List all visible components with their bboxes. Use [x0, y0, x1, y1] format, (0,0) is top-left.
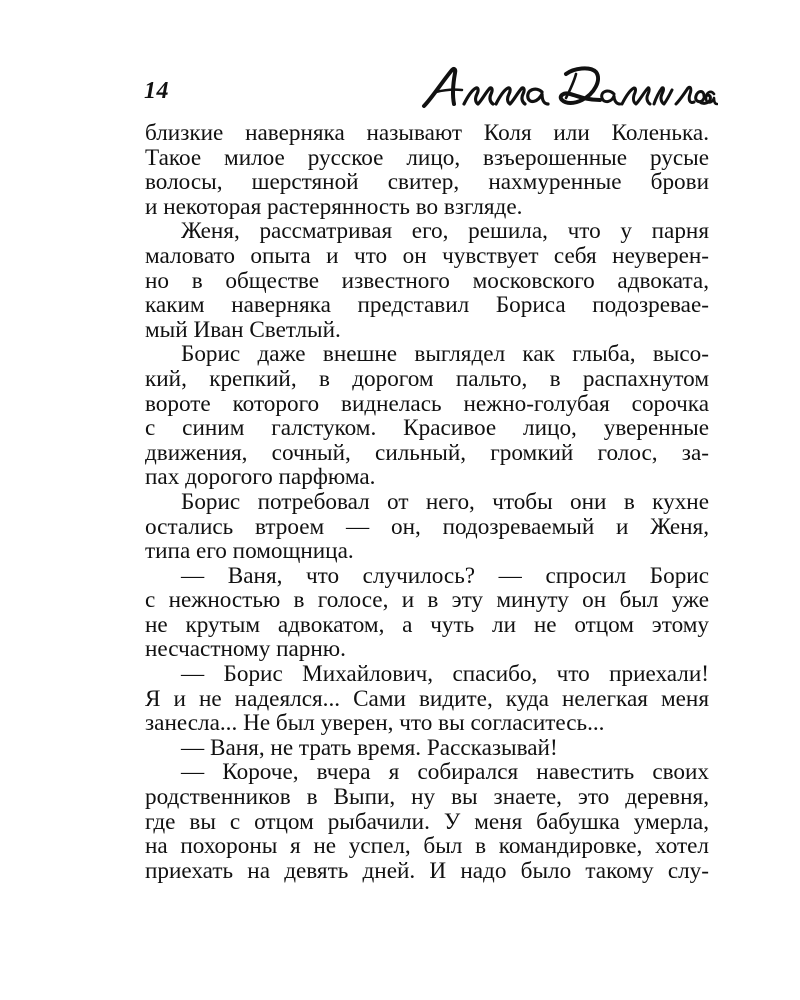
text-line: — Ваня, не трать время. Рассказывай!	[181, 734, 558, 761]
text-line: приехать на девять дней. И надо было такому слу-	[145, 857, 709, 884]
text-line: типа его помощница.	[145, 538, 354, 565]
text-line: пах дорогого парфюма.	[145, 464, 376, 491]
text-line: близкие наверняка называют Коля или Коленька.	[145, 120, 709, 146]
text-line: Борис даже внешне выглядел как глыба, высо-	[181, 341, 709, 368]
text-line: маловато опыта и что он чувствует себя неуверен-	[145, 242, 709, 269]
text-line: Такое милое русское лицо, взъерошенные русые	[145, 144, 709, 171]
text-line: Женя, рассматривая его, решила, что у парня	[181, 218, 709, 245]
text-line: но в обществе известного московского адвоката,	[145, 267, 709, 294]
text-line: не крутым адвокатом, а чуть ли не отцом этому	[145, 611, 709, 638]
text-line: — Борис Михайлович, спасибо, что приехали!	[181, 661, 709, 688]
text-line: движения, сочный, сильный, громкий голос, за-	[145, 439, 709, 466]
text-line: — Ваня, что случилось? — спросил Борис	[181, 562, 709, 589]
text-line: на похороны я не успел, был в командировке, хотел	[145, 833, 709, 860]
text-line: где вы с отцом рыбачили. У меня бабушка умерла,	[145, 808, 709, 835]
text-line: Я и не надеялся... Сами видите, куда нелегкая меня	[145, 685, 709, 712]
author-signature-graphic	[418, 60, 718, 116]
author-signature-header	[418, 60, 718, 116]
body-text	[145, 121, 709, 883]
text-line: с нежностью в голосе, и в эту минуту он был уже	[145, 587, 709, 614]
text-line: вороте которого виднелась нежно-голубая сорочка	[145, 390, 709, 417]
text-line: остались втроем — он, подозреваемый и Женя,	[145, 513, 709, 540]
text-line: несчастному парню.	[145, 636, 346, 663]
text-line: каким наверняка представил Бориса подозревае-	[145, 292, 709, 319]
text-line: — Короче, вчера я собирался навестить своих	[181, 759, 709, 786]
text-line: с синим галстуком. Красивое лицо, уверенные	[145, 415, 709, 442]
text-line: Борис потребовал от него, чтобы они в кухне	[181, 488, 709, 515]
text-line: и некоторая растерянность во взгляде.	[145, 193, 523, 220]
page-number: 14	[144, 78, 169, 104]
text-line: занесла... Не был уверен, что вы согласитесь...	[145, 710, 605, 737]
text-line: кий, крепкий, в дорогом пальто, в распахнутом	[145, 365, 709, 392]
text-line: родственников в Выпи, ну вы знаете, это деревня,	[145, 784, 709, 811]
text-line: мый Иван Светлый.	[145, 316, 341, 343]
text-line: волосы, шерстяной свитер, нахмуренные брови	[145, 169, 709, 196]
